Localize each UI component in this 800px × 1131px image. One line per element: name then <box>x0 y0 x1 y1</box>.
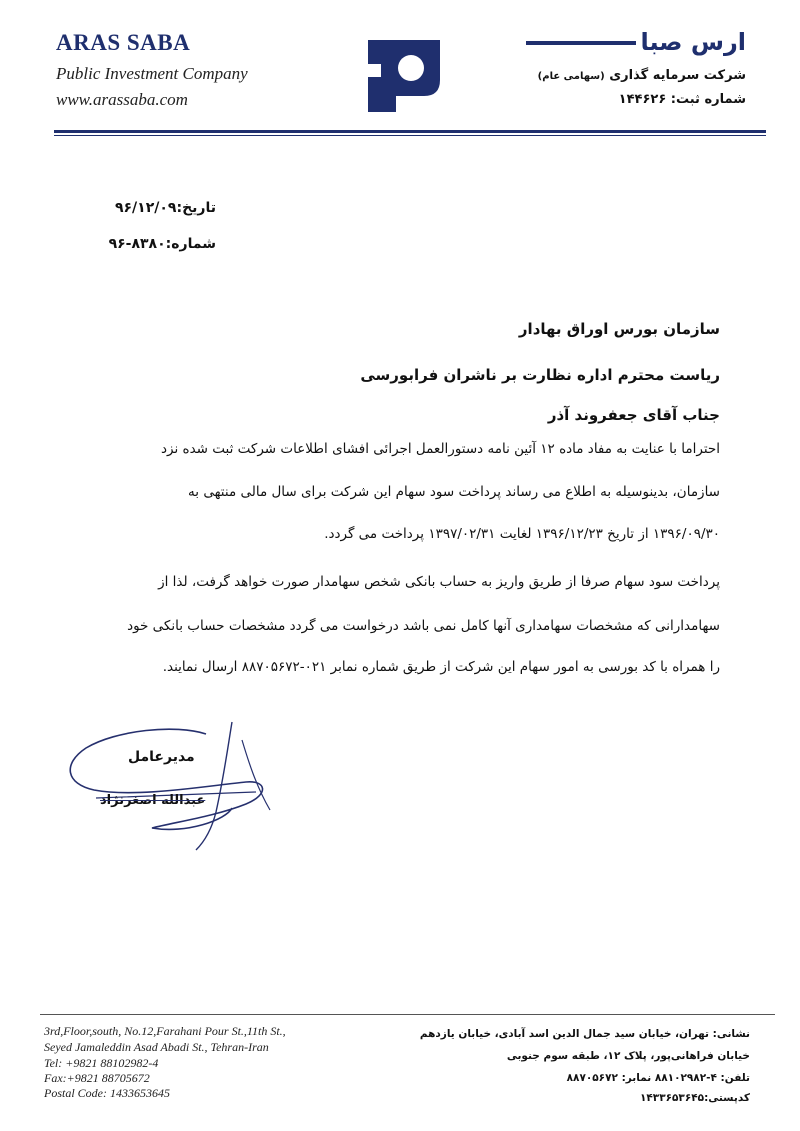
recipient-department: ریاست محترم اداره نظارت بر ناشران فرابورسی <box>360 366 720 384</box>
signatory-title: مدیرعامل <box>128 749 195 765</box>
company-website: www.arassaba.com <box>56 90 188 109</box>
company-name-en: ARAS SABA <box>56 30 191 55</box>
header-divider <box>54 130 766 133</box>
footer-postal-en: Postal Code: 1433653645 <box>44 1086 170 1100</box>
registration-number: شماره ثبت: ۱۴۴۶۲۶ <box>618 92 746 107</box>
company-name-fa: ارس صبا <box>526 28 746 56</box>
company-subtitle-fa: شرکت سرمایه گذاری (سهامی عام) <box>537 68 746 83</box>
company-subtitle-en: Public Investment Company <box>56 64 248 83</box>
header-divider-thin <box>54 135 766 136</box>
body-line: سهامدارانی که مشخصات سهامداری آنها کامل نمی باشد درخواست می گردد مشخصات حساب بانکی خود <box>127 618 720 634</box>
recipient-organization: سازمان بورس اوراق بهادار <box>518 320 720 338</box>
footer-divider <box>40 1014 775 1015</box>
body-line: را همراه با کد بورسی به امور سهام این شرکت از طریق شماره نمابر ۰۲۱-۸۸۷۰۵۶۷۲ ارسال نمایند. <box>162 659 720 675</box>
footer-address-en: 3rd,Floor,south, No.12,Farahani Pour St.,11th St., <box>44 1024 286 1038</box>
footer-address-en: Seyed Jamaleddin Asad Abadi St., Tehran-Iran <box>44 1040 269 1054</box>
signatory-name: عبدالله اصغرنژاد <box>100 793 206 808</box>
body-line: سازمان، بدینوسیله به اطلاع می رساند پرداخت سود سهام این شرکت برای سال مالی منتهی به <box>188 484 720 500</box>
company-logo-icon <box>362 34 446 118</box>
footer-address-fa: نشانی: تهران، خیابان سید جمال الدین اسد آبادی، خیابان یازدهم <box>419 1028 750 1040</box>
body-line: ۱۳۹۶/۰۹/۳۰ از تاریخ ۱۳۹۶/۱۲/۲۳ لغایت ۱۳۹۷/۰۲/۳۱ پرداخت می گردد. <box>324 526 720 542</box>
letter-number: شماره:۸۳۸۰-۹۶ <box>108 236 216 252</box>
footer-phone-fa: تلفن: ۴-۸۸۱۰۲۹۸۲ نمابر: ۸۸۷۰۵۶۷۲ <box>566 1072 750 1084</box>
footer-fax-en: Fax:+9821 88705672 <box>44 1071 150 1085</box>
recipient-person: جناب آقای جعفروند آذر <box>547 406 720 424</box>
body-line: پرداخت سود سهام صرفا از طریق واریز به حساب بانکی شخص سهامدار صورت خواهد گرفت، لذا از <box>158 574 720 590</box>
footer-address-fa: خیابان فراهانی‌پور، پلاک ۱۲، طبقه سوم جنوبی <box>506 1050 750 1062</box>
letter-date: تاریخ:۹۶/۱۲/۰۹ <box>114 200 216 216</box>
footer-postal-fa: کدپستی:۱۴۳۳۶۵۳۶۴۵ <box>639 1092 750 1104</box>
footer-phone-en: Tel: +9821 88102982-4 <box>44 1056 159 1070</box>
body-line: احتراما با عنایت به مفاد ماده ۱۲ آئین نامه دستورالعمل اجرائی افشای اطلاعات شرکت ثبت شده نزد <box>160 441 720 457</box>
signature-scribble-icon <box>56 716 286 856</box>
